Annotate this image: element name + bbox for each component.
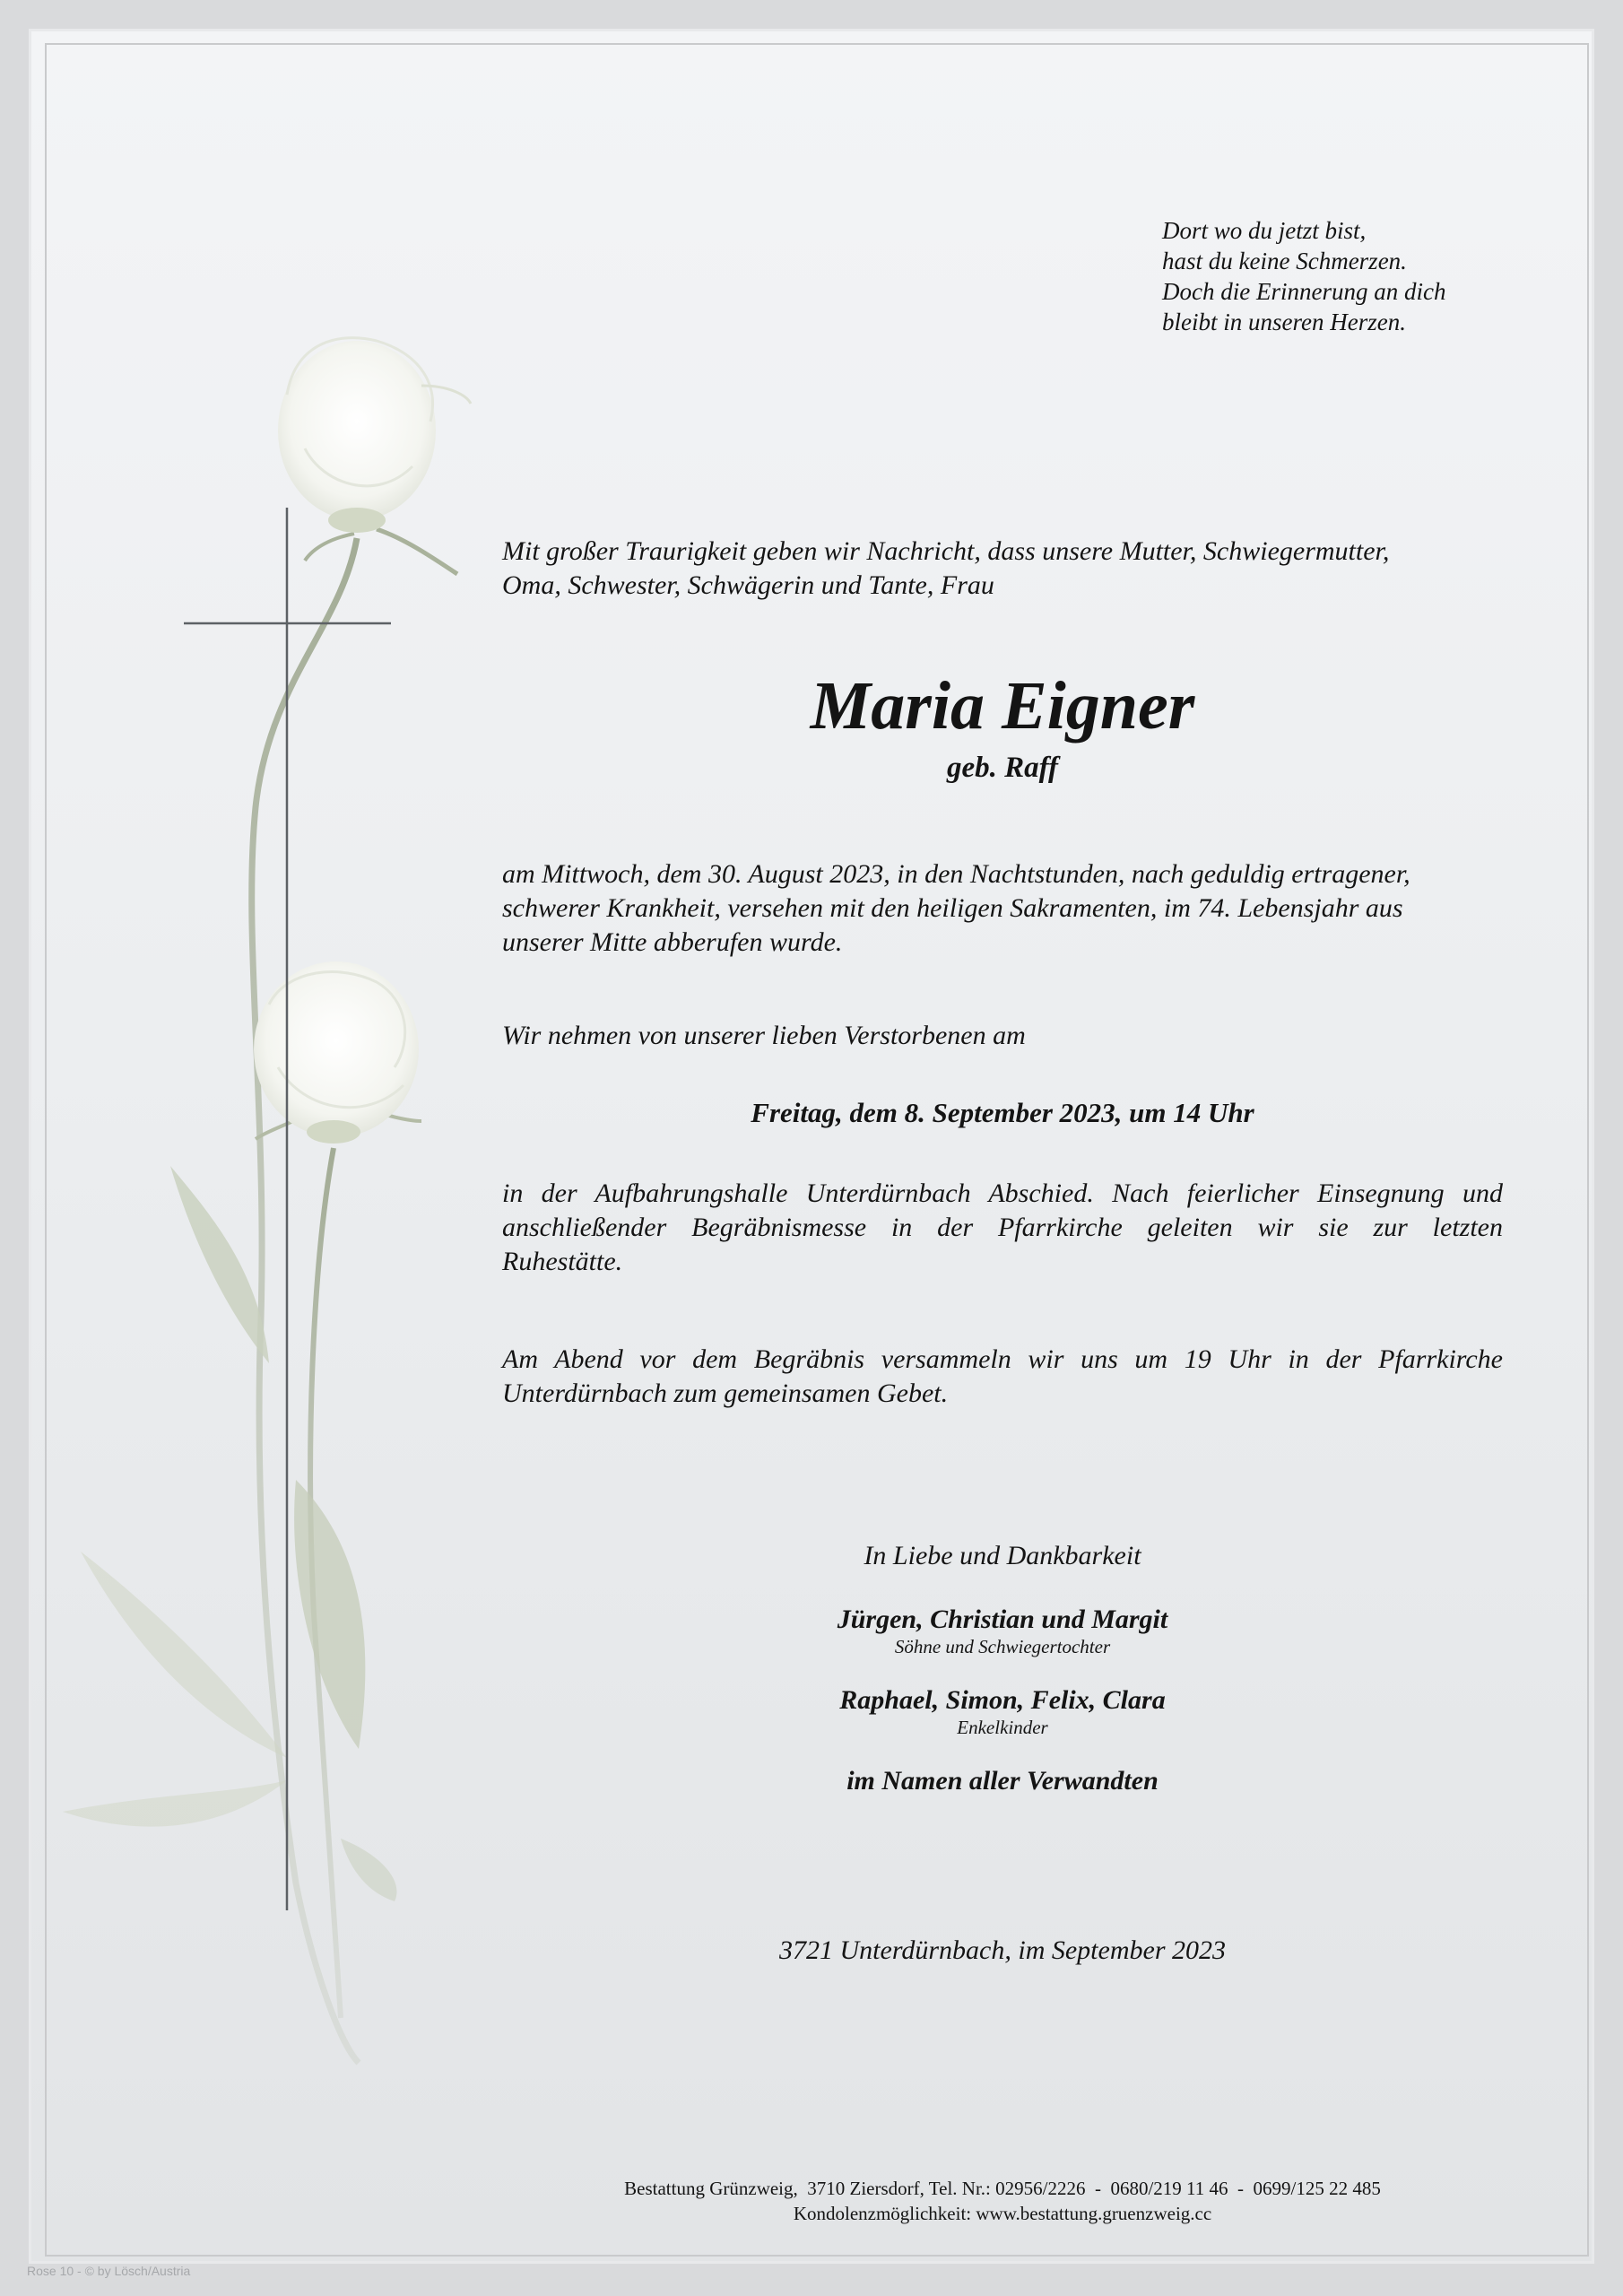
mourner-names: Raphael, Simon, Felix, Clara xyxy=(839,1685,1166,1715)
mourners-closing: im Namen aller Verwandten xyxy=(846,1766,1159,1796)
mourners-block xyxy=(502,1539,1503,1797)
ceremony-line: in der Aufbahrungshalle Unterdürnbach Abschied. Nach feierlicher Einsegnung und xyxy=(502,1178,1503,1208)
leaf xyxy=(63,1780,287,1827)
ceremony-line: Ruhestätte. xyxy=(502,1247,623,1276)
poem-line: Doch die Erinnerung an dich xyxy=(1162,278,1446,305)
mourner-relation: Söhne und Schwiegertochter xyxy=(894,1636,1111,1657)
ceremony-paragraph xyxy=(502,1177,1503,1279)
sepal xyxy=(305,534,354,561)
mourner-names: Jürgen, Christian und Margit xyxy=(837,1605,1168,1634)
leaf xyxy=(81,1552,287,1758)
place-and-date: 3721 Unterdürnbach, im September 2023 xyxy=(779,1935,1226,1965)
poem-line: Dort wo du jetzt bist, xyxy=(1162,217,1367,244)
footer-condolence: Kondolenzmöglichkeit: www.bestattung.gruenzweig.cc xyxy=(793,2203,1212,2224)
funeral-home-footer xyxy=(502,2176,1503,2226)
death-notice-line: schwerer Krankheit, versehen mit den heiligen Sakramenten, im 74. Lebensjahr aus xyxy=(502,893,1403,923)
sepal xyxy=(377,529,457,574)
evening-prayer-paragraph xyxy=(502,1343,1503,1411)
death-notice-paragraph xyxy=(502,857,1503,960)
ceremony-line: anschließender Begräbnismesse in der Pfarrkirche geleiten wir sie zur letzten xyxy=(502,1213,1503,1242)
prayer-line: Unterdürnbach zum gemeinsamen Gebet. xyxy=(502,1378,949,1408)
birth-name: geb. Raff xyxy=(946,752,1059,784)
prayer-line: Am Abend vor dem Begräbnis versammeln wir uns um 19 Uhr in der Pfarrkirche xyxy=(502,1344,1503,1374)
memorial-poem xyxy=(1162,215,1539,337)
leaf xyxy=(170,1166,269,1363)
death-notice-line: unserer Mitte abberufen wurde. xyxy=(502,927,843,957)
death-notice-line: am Mittwoch, dem 30. August 2023, in den Nachtstunden, nach geduldig ertragener, xyxy=(502,859,1410,889)
intro-line: Oma, Schwester, Schwägerin und Tante, Frau xyxy=(502,570,994,600)
mourners-greeting: In Liebe und Dankbarkeit xyxy=(864,1541,1141,1570)
intro-line: Mit großer Traurigkeit geben wir Nachricht, dass unsere Mutter, Schwiegermutter, xyxy=(502,536,1390,566)
leaf xyxy=(294,1480,365,1749)
intro-paragraph xyxy=(502,535,1503,603)
stem-upper-rose xyxy=(252,538,359,2063)
upper-rose-bloom xyxy=(278,338,471,533)
mourner-relation: Enkelkinder xyxy=(957,1717,1048,1738)
poem-line: bleibt in unseren Herzen. xyxy=(1162,309,1406,335)
poem-line: hast du keine Schmerzen. xyxy=(1162,248,1407,274)
image-credit: Rose 10 - © by Lösch/Austria xyxy=(27,2264,191,2278)
funeral-date: Freitag, dem 8. September 2023, um 14 Uhr xyxy=(751,1097,1254,1128)
footer-contact: Bestattung Grünzweig, 3710 Ziersdorf, Tel. Nr.: 02956/2226 - 0680/219 11 46 - 0699/125 22 485 xyxy=(624,2178,1381,2199)
leaf xyxy=(341,1839,397,1901)
farewell-intro: Wir nehmen von unserer lieben Verstorbenen am xyxy=(502,1021,1026,1050)
deceased-name: Maria Eigner xyxy=(810,668,1195,744)
